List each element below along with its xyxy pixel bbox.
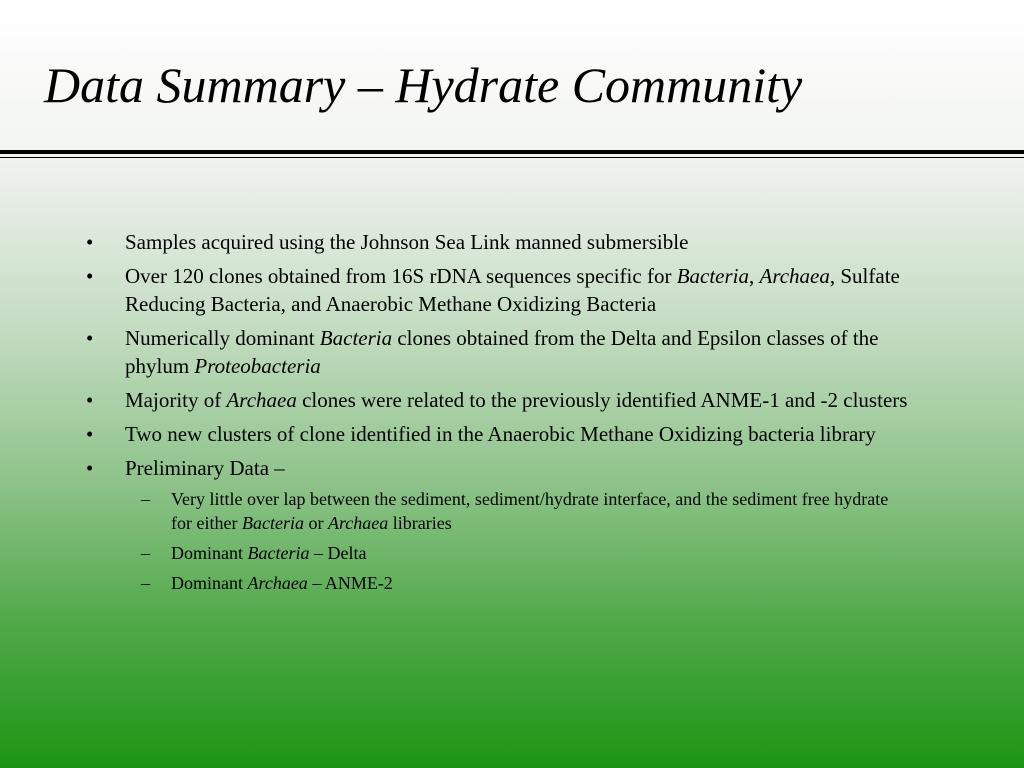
bullet-text bbox=[125, 326, 878, 378]
italic-term: Bacteria bbox=[319, 326, 393, 350]
text-segment: , bbox=[749, 264, 760, 288]
bullet-text bbox=[125, 230, 688, 254]
italic-term: Archaea bbox=[226, 388, 297, 412]
bullet-text bbox=[125, 388, 907, 412]
text-segment: or bbox=[303, 513, 328, 533]
text-segment: clones were related to the previously identified ANME-1 and -2 clusters bbox=[296, 388, 908, 412]
title-divider-thick bbox=[0, 150, 1024, 154]
bullet-marker: • bbox=[86, 230, 94, 254]
text-segment: Dominant bbox=[171, 573, 248, 593]
sub-bullet-list bbox=[125, 487, 930, 595]
italic-term: Bacteria bbox=[676, 264, 749, 288]
bullet-marker: • bbox=[86, 422, 94, 446]
bullet-text bbox=[125, 456, 285, 480]
bullet-item bbox=[0, 324, 930, 380]
slide-title: Data Summary – Hydrate Community bbox=[44, 57, 803, 113]
title-divider-thin bbox=[0, 157, 1024, 158]
text-segment: clones obtained from the Delta and Epsilon classes of the phylum bbox=[125, 326, 879, 378]
sub-bullet-text bbox=[171, 543, 366, 563]
italic-term: Proteobacteria bbox=[194, 354, 321, 378]
text-segment: Numerically dominant bbox=[125, 326, 320, 350]
sub-bullet-marker: – bbox=[141, 543, 150, 563]
sub-bullet-marker: – bbox=[141, 573, 150, 593]
text-segment: – ANME-2 bbox=[307, 573, 393, 593]
italic-term: Archaea bbox=[247, 573, 308, 593]
sub-bullet-item bbox=[0, 541, 891, 565]
bullet-item bbox=[0, 454, 930, 595]
sub-bullet-marker: – bbox=[141, 489, 150, 509]
sub-bullet-text bbox=[171, 573, 393, 593]
bullet-marker: • bbox=[86, 388, 94, 412]
bullet-text bbox=[125, 422, 876, 446]
text-segment: , Sulfate Reducing Bacteria, and Anaerobic Methane Oxidizing Bacteria bbox=[125, 264, 900, 316]
bullet-marker: • bbox=[86, 326, 94, 350]
text-segment: Very little over lap between the sediment, sediment/hydrate interface, and the sediment free hydrate for either bbox=[171, 489, 889, 533]
text-segment: Two new clusters of clone identified in the Anaerobic Methane Oxidizing bacteria library bbox=[125, 422, 876, 446]
bullet-item bbox=[0, 262, 930, 318]
italic-term: Bacteria bbox=[241, 513, 304, 533]
text-segment: Samples acquired using the Johnson Sea Link manned submersible bbox=[125, 230, 689, 254]
bullet-item bbox=[0, 228, 930, 256]
bullet-item bbox=[0, 420, 930, 448]
sub-bullet-text bbox=[171, 489, 888, 533]
bullet-item bbox=[0, 386, 930, 414]
bullet-text bbox=[125, 264, 900, 316]
text-segment: Dominant bbox=[171, 543, 248, 563]
bullet-marker: • bbox=[86, 264, 94, 288]
text-segment: Over 120 clones obtained from 16S rDNA sequences specific for bbox=[125, 264, 677, 288]
bullet-list bbox=[0, 228, 1024, 601]
italic-term: Archaea bbox=[759, 264, 830, 288]
text-segment: – Delta bbox=[309, 543, 367, 563]
sub-bullet-item bbox=[0, 571, 891, 595]
italic-term: Bacteria bbox=[247, 543, 310, 563]
text-segment: libraries bbox=[388, 513, 452, 533]
italic-term: Archaea bbox=[327, 513, 389, 533]
text-segment: Majority of bbox=[125, 388, 227, 412]
text-segment: Preliminary Data – bbox=[125, 456, 285, 480]
bullet-marker: • bbox=[86, 456, 94, 480]
sub-bullet-item bbox=[0, 487, 891, 535]
